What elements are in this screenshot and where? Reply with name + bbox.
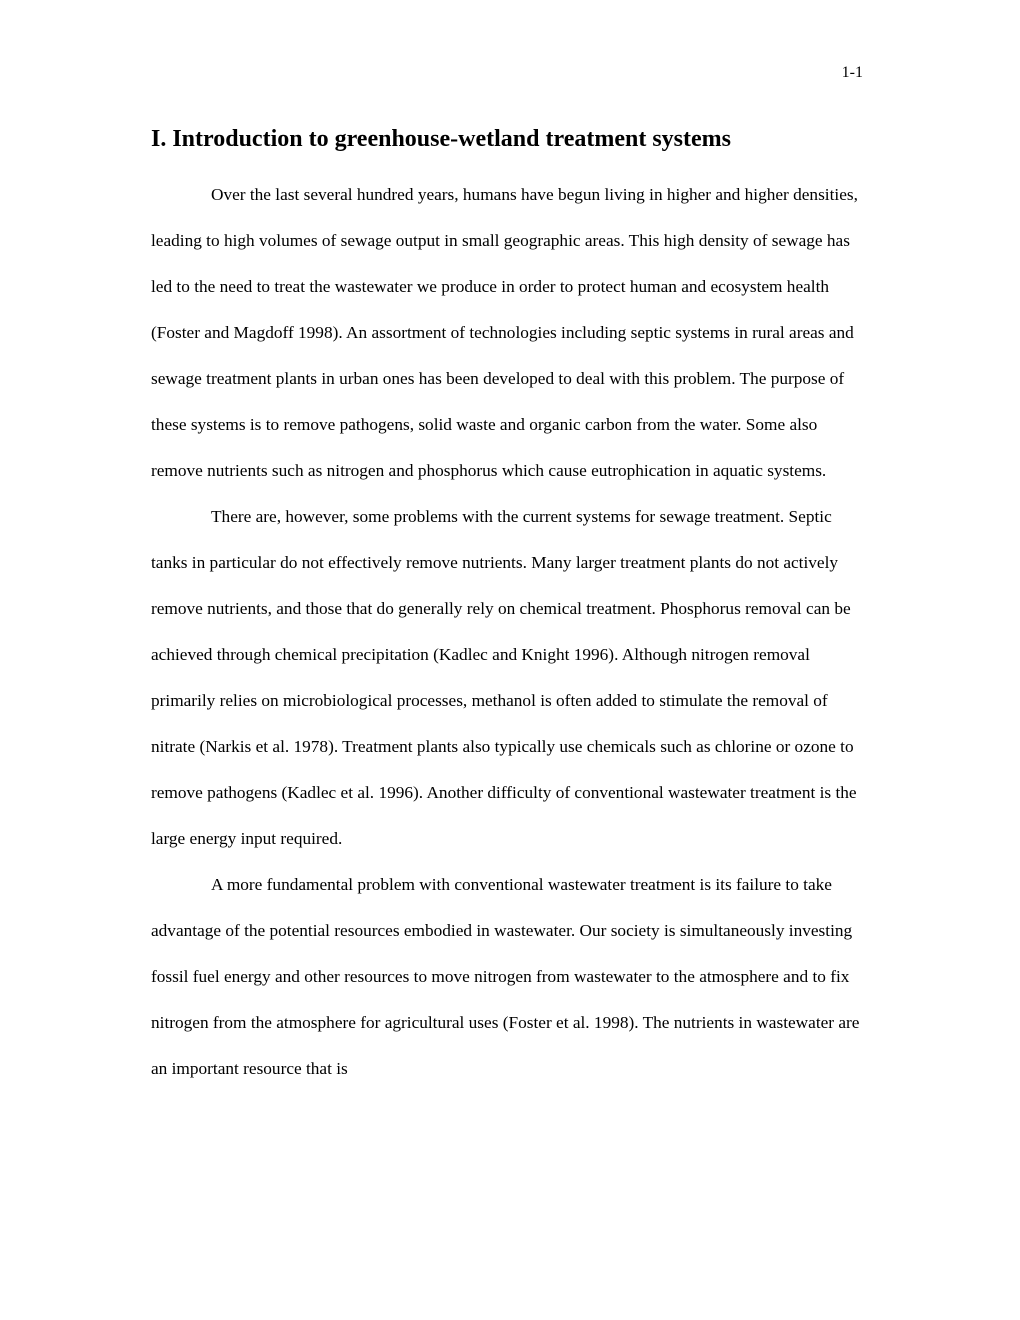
paragraph: A more fundamental problem with conventional wastewater treatment is its failure to take advantage of the potential resources embodied in wastewater. Our society is simultaneously investing fossil fuel energy and other resources to move nitrogen from wastewater to the atmosphere and to fix nitrogen from the atmosphere for agricultural uses (Foster et al. 1998). The nutrients in wastewater are an important resource that is <box>151 875 860 1078</box>
page-number: 1-1 <box>841 64 863 81</box>
paragraph: Over the last several hundred years, humans have begun living in higher and higher densities, leading to high volumes of sewage output in small geographic areas. This high density of sewage has led to the need to treat the wastewater we produce in order to protect human and ecosystem health (Foster and Magdoff 1998). An assortment of technologies including septic systems in rural areas and sewage treatment plants in urban ones has been developed to deal with this problem. The purpose of these systems is to remove pathogens, solid waste and organic carbon from the water. Some also remove nutrients such as nitrogen and phosphorus which cause eutrophication in aquatic systems. <box>151 185 858 480</box>
page-title: I. Introduction to greenhouse-wetland treatment systems <box>151 126 731 152</box>
paragraph: There are, however, some problems with the current systems for sewage treatment. Septic tanks in particular do not effectively remove nutrients. Many larger treatment plants do not actively remove nutrients, and those that do generally rely on chemical treatment. Phosphorus removal can be achieved through chemical precipitation (Kadlec and Knight 1996). Although nitrogen removal primarily relies on microbiological processes, methanol is often added to stimulate the removal of nitrate (Narkis et al. 1978). Treatment plants also typically use chemicals such as chlorine or ozone to remove pathogens (Kadlec et al. 1996). Another difficulty of conventional wastewater treatment is the large energy input required. <box>151 507 857 848</box>
body-text <box>151 172 869 1092</box>
